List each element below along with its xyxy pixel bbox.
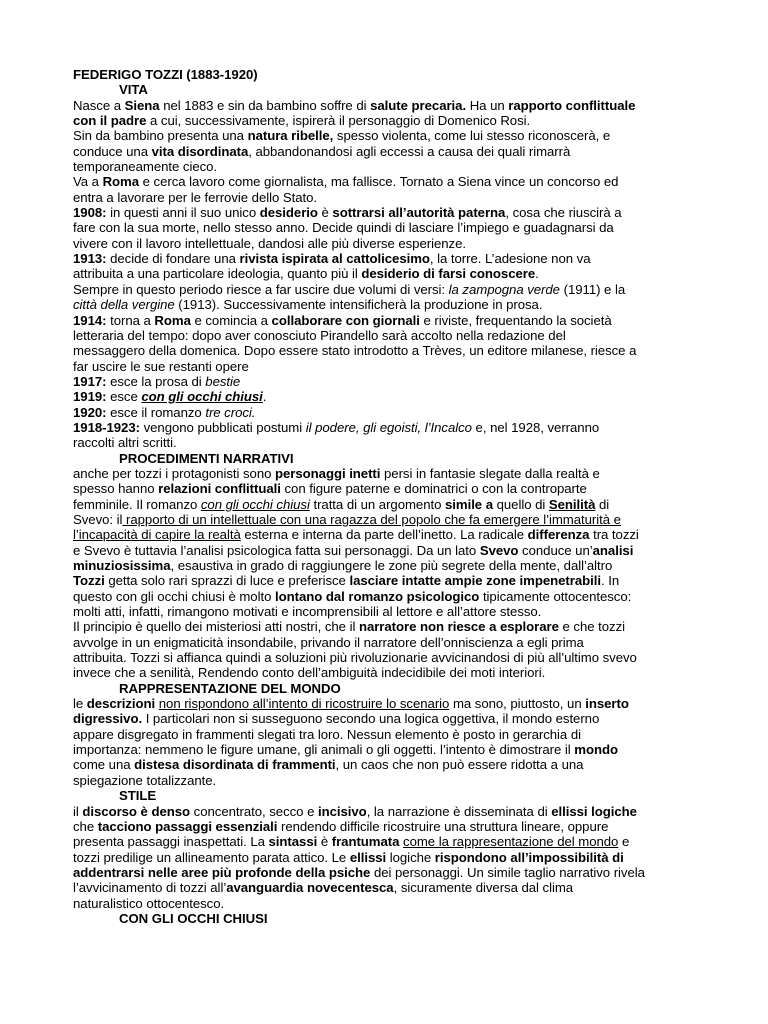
text-line: Va a Roma e cerca lavoro come giornalista, ma fallisce. Tornato a Siena vince un concorso ed (73, 174, 619, 190)
text-line: 1908: in questi anni il suo unico desiderio è sottrarsi all’autorità paterna, cosa che riuscirà a (73, 205, 622, 221)
text-line: tozzi predilige un allineamento parata attico. Le ellissi logiche rispondono all’impossibilità di (73, 849, 624, 865)
text-line: 1919: esce con gli occhi chiusi. (73, 389, 267, 405)
text-line: 1914: torna a Roma e comincia a collaborare con giornali e riviste, frequentando la società (73, 312, 612, 328)
text-line: Tozzi getta solo rari sprazzi di luce e preferisce lasciare intatte ampie zone impenetrabili. In (73, 573, 620, 589)
text-line: minuziosissima, esaustiva in grado di raggiungere le zone più segrete della mente, dall’altro (73, 558, 613, 573)
text-line: entra a lavorare per le ferrovie dello Stato. (73, 189, 318, 205)
text-line: Sin da bambino presenta una natura ribelle, spesso violenta, come lui stesso riconoscerà, e (73, 128, 611, 144)
text-line: letteraria del tempo: dopo aver conosciuto Pirandello sarà accolto nella redazione del (73, 327, 566, 343)
text-line: importanza: nemmeno le figure umane, gli animali o gli oggetti. l’intento è dimostrare il mondo (73, 742, 618, 758)
document-title: FEDERIGO TOZZI (1883-1920) (73, 67, 258, 82)
text-line: spiegazione totalizzante. (73, 772, 217, 788)
text-line: con il padre a cui, successivamente, ispirerà il personaggio di Domenico Rosi. (73, 113, 531, 129)
text-line: attribuita a una particolare ideologia, quanto più il desiderio di farsi conoscere. (73, 266, 539, 282)
text-line: invece che a senilità, Rendendo conto dell’ambiguità indecidibile dei moti interiori. (73, 665, 546, 681)
text-line: avvolge in un enigmaticità insondabile, privando il narratore dell’onniscienza a egli prima (73, 634, 584, 650)
heading-con-gli-occhi-chiusi: CON GLI OCCHI CHIUSI (119, 910, 268, 926)
text-line: Il principio è quello dei misteriosi atti nostri, che il narratore non riesce a esplorare e che tozzi (73, 619, 626, 635)
text-line: molti atti, infatti, rimangono motivati e incomprensibili al lettore e all’attore stesso. (73, 604, 542, 620)
heading-stile: STILE (119, 788, 157, 804)
text-line: naturalistico ottocentesco. (73, 895, 225, 911)
heading-procedimenti-narrativi: PROCEDIMENTI NARRATIVI (119, 450, 294, 466)
text-line: attribuita. Tozzi si affianca quindi a soluzioni più rivoluzionarie avvicinandosi di più all’ultimo svevo (73, 650, 637, 666)
text-line: come una distesa disordinata di frammenti, un caos che non può essere ridotta a una (73, 757, 584, 773)
text-line: Nasce a Siena nel 1883 e sin da bambino soffre di salute precaria. Ha un rapporto conflittuale (73, 97, 636, 113)
text-line: conduce una vita disordinata, abbandonandosi agli eccessi a causa dei quali rimarrà (73, 143, 571, 159)
section-stile (73, 804, 687, 911)
text-line: fare con la sua morte, nello stesso anno. Decide quindi di lasciare l’impiego e guadagnarsi da (73, 220, 614, 236)
text-line: le descrizioni non rispondono all’intento di ricostruire lo scenario ma sono, piuttosto, un inserto (73, 696, 629, 712)
text-line: 1918-1923: vengono pubblicati postumi il podere, gli egoisti, l’Incalco e, nel 1928, verranno (73, 419, 600, 435)
text-line: spesso hanno relazioni conflittuali con figure paterne e dominatrici o con la controparte (73, 481, 587, 497)
text-line: città della vergine (1913). Successivamente intensificherà la produzione in prosa. (73, 297, 543, 313)
text-line: l’incapacità di capire la realtà esterna e interna da parte dell’inetto. La radicale differenza tra tozzi (73, 527, 639, 543)
text-line: far uscire le sue restanti opere (73, 358, 249, 374)
text-line: digressivo. I particolari non si susseguono secondo una logica oggettiva, il mondo esterno (73, 711, 600, 727)
heading-rappresentazione-del-mondo: RAPPRESENTAZIONE DEL MONDO (119, 680, 341, 696)
text-line: il discorso è denso concentrato, secco e incisivo, la narrazione è disseminata di ellissi logiche (73, 803, 637, 819)
section-rappresentazione (73, 696, 687, 788)
text-line: addentrarsi nelle aree più profonde della psiche dei personaggi. Un simile taglio narrativo rivela (73, 864, 645, 880)
heading-vita: VITA (119, 82, 148, 98)
text-line: l’avvicinamento di tozzi all’avanguardia novecentesca, sicuramente diversa dal clima (73, 880, 574, 896)
text-line: e Svevo è tuttavia l’analisi psicologica fatta sui personaggi. Da un lato Svevo conduce un’analisi (73, 542, 634, 558)
text-line: femminile. Il romanzo con gli occhi chiusi tratta di un argomento simile a quello di Senilità di (73, 496, 610, 512)
section-vita (73, 98, 687, 451)
text-line: presenta passaggi inaspettati. La sintassi è frantumata come la rappresentazione del mondo e (73, 834, 630, 850)
text-line: temporaneamente cieco. (73, 159, 218, 175)
text-line: che tacciono passaggi essenziali rendendo difficile ricostruire una struttura lineare, oppure (73, 818, 609, 834)
text-line: raccolti altri scritti. (73, 435, 177, 451)
text-line: vivere con il lavoro intellettuale, dandosi alle più diverse esperienze. (73, 235, 466, 251)
section-procedimenti (73, 466, 687, 681)
text-line: appare disgregato in frammenti slegati tra loro. Nessun elemento è posto in gerarchia di (73, 726, 581, 742)
text-line: 1920: esce il romanzo tre croci. (73, 404, 256, 420)
text-line: questo con gli occhi chiusi è molto lontano dal romanzo psicologico tipicamente ottocentesco: (73, 588, 632, 604)
text-line: messaggero della domenica. Dopo essere stato introdotto a Trèves, un editore milanese, riesce a (73, 343, 637, 359)
text-line: 1913: decide di fondare una rivista ispirata al cattolicesimo, la torre. L’adesione non va (73, 251, 591, 267)
text-line: 1917: esce la prosa di bestie (73, 373, 241, 389)
document-page (73, 67, 687, 926)
text-line: anche per tozzi i protagonisti sono personaggi inetti persi in fantasie slegate dalla realtà e (73, 465, 600, 481)
text-line: Svevo: il rapporto di un intellettuale con una ragazza del popolo che fa emergere l’immaturità e (73, 511, 621, 527)
text-line: Sempre in questo periodo riesce a far uscire due volumi di versi: la zampogna verde (1911) e la (73, 281, 626, 297)
